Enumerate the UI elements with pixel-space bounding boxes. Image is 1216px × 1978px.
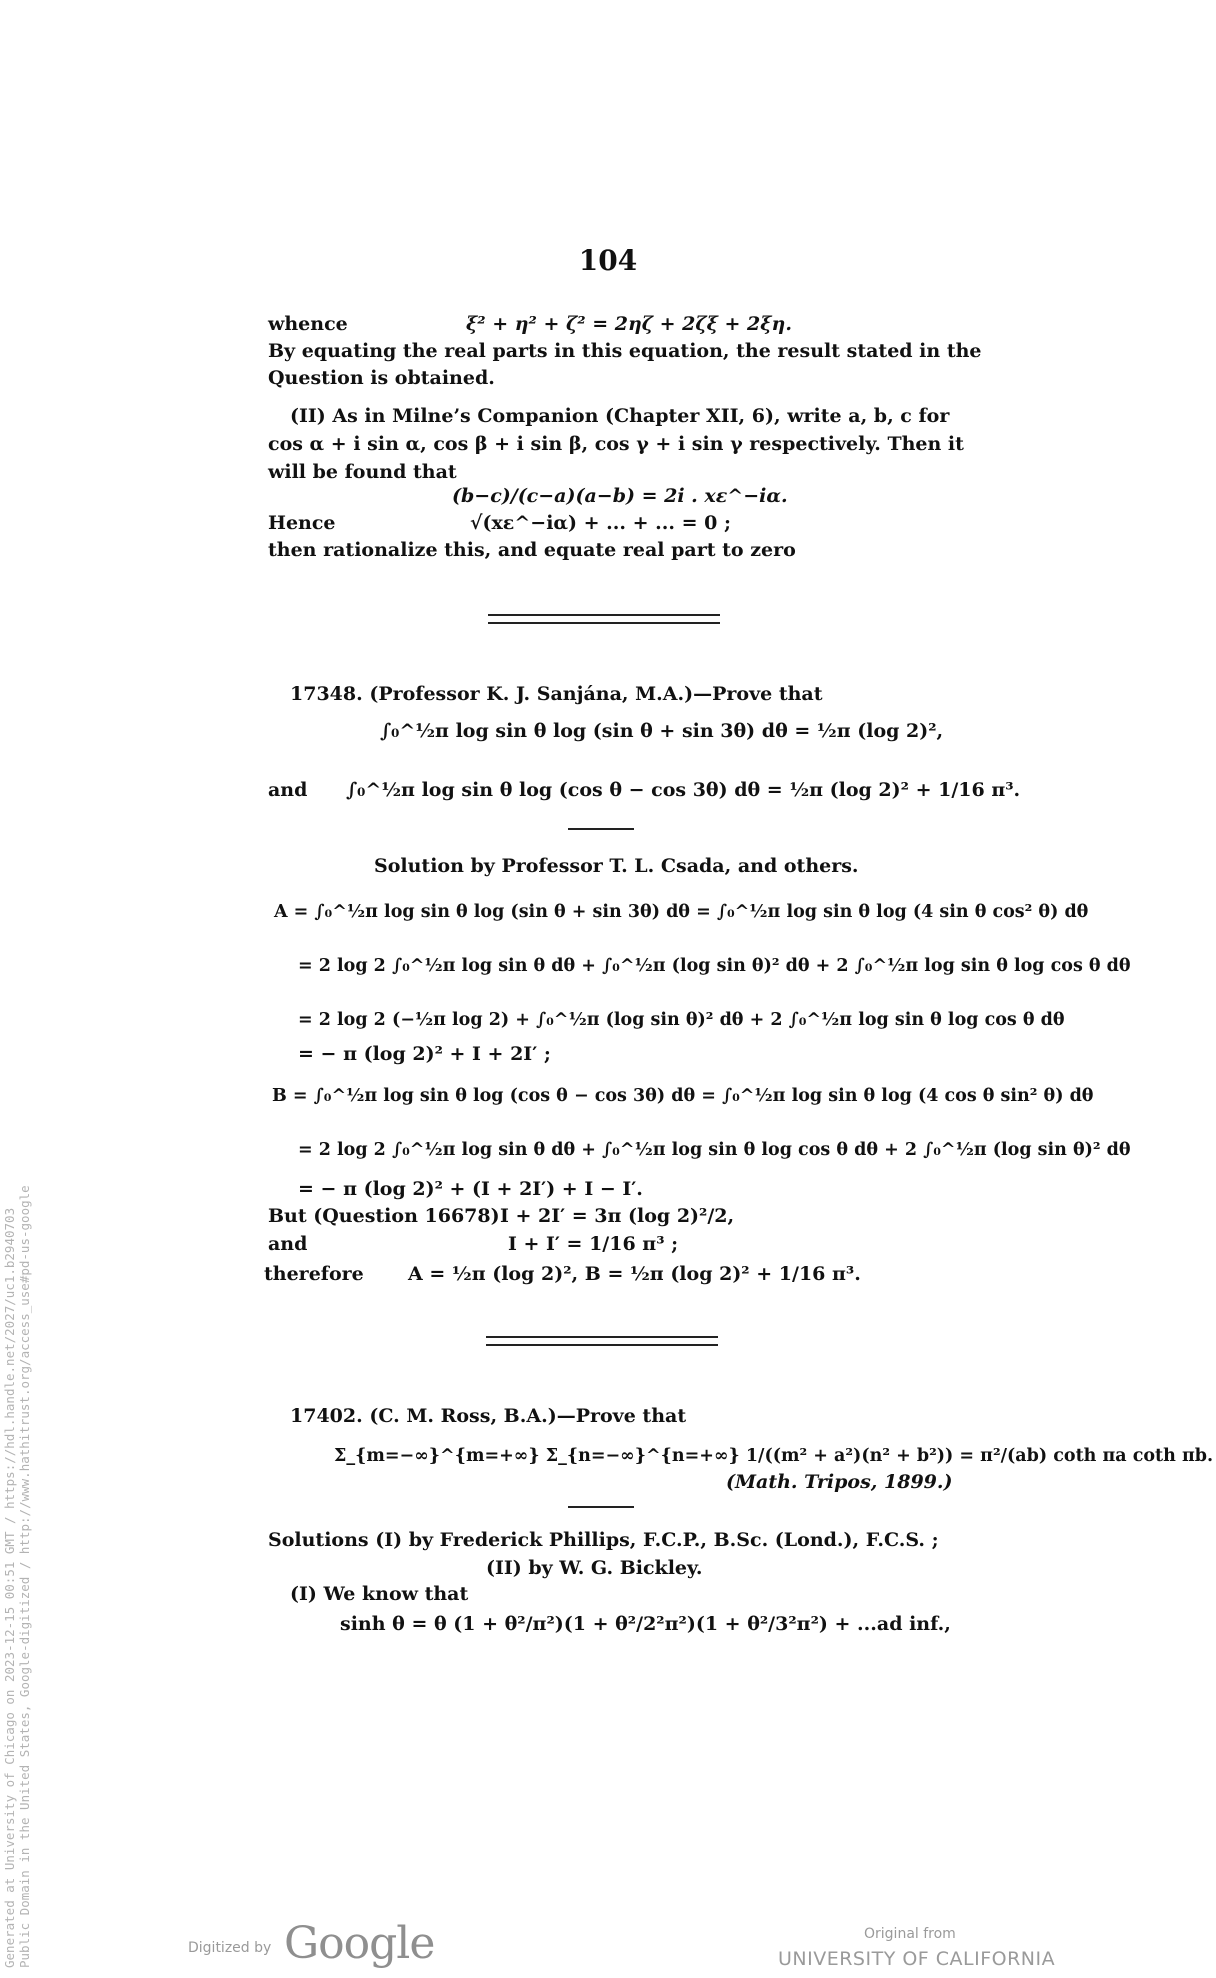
watermark-line: Generated at University of Chicago on 2023-12-15 00:51 GMT / https://hdl.handle.net/2027/uc1.b2940703 [2, 1207, 17, 1968]
text-line: will be found that [268, 461, 457, 483]
access-watermark [2, 968, 32, 1968]
solution-credit: (II) by W. G. Bickley. [486, 1557, 703, 1579]
equation: A = ½π (log 2)², B = ½π (log 2)² + 1/16 π³. [408, 1263, 861, 1285]
equation: I + I′ = 1/16 π³ ; [508, 1233, 679, 1255]
equation: √(xε^−iα) + ... + ... = 0 ; [470, 512, 732, 534]
watermark-line: Public Domain in the United States, Google-digitized / http://www.hathitrust.org/access_use#pd-us-google [17, 1185, 32, 1968]
text-line: and [268, 779, 308, 801]
section-divider [486, 1336, 718, 1346]
text-line: (II) As in Milne’s Companion (Chapter XII, 6), write a, b, c for [290, 405, 950, 427]
text-line: (I) We know that [290, 1583, 469, 1605]
university-label: UNIVERSITY OF CALIFORNIA [778, 1948, 1056, 1970]
equation: = − π (log 2)² + (I + 2I′) + I − I′. [298, 1178, 643, 1200]
equation: = 2 log 2 ∫₀^½π log sin θ dθ + ∫₀^½π (log sin θ)² dθ + 2 ∫₀^½π log sin θ log cos θ dθ [298, 956, 1131, 976]
original-from-label: Original from [864, 1926, 956, 1942]
equation: sinh θ = θ (1 + θ²/π²)(1 + θ²/2²π²)(1 + θ²/3²π²) + ...ad inf., [340, 1613, 951, 1635]
digitized-by-label: Digitized by [188, 1940, 272, 1956]
question-header: 17402. (C. M. Ross, B.A.)—Prove that [290, 1405, 687, 1427]
equation: A = ∫₀^½π log sin θ log (sin θ + sin 3θ) dθ = ∫₀^½π log sin θ log (4 sin θ cos² θ) dθ [274, 902, 1089, 922]
equation: ∫₀^½π log sin θ log (sin θ + sin 3θ) dθ = ½π (log 2)², [380, 720, 944, 742]
text-line: whence [268, 313, 348, 335]
short-rule [568, 1506, 634, 1508]
equation: ξ² + η² + ζ² = 2ηζ + 2ζξ + 2ξη. [466, 313, 792, 335]
text-line: Question is obtained. [268, 367, 495, 389]
equation: Σ_{m=−∞}^{m=+∞} Σ_{n=−∞}^{n=+∞} 1/((m² + a²)(n² + b²)) = π²/(ab) coth πa coth πb. [334, 1446, 1214, 1466]
text-line: Hence [268, 512, 336, 534]
text-line: By equating the real parts in this equation, the result stated in the [268, 340, 982, 362]
page-number: 104 [578, 244, 638, 277]
equation: (b−c)/(c−a)(a−b) = 2i . xε^−iα. [452, 485, 788, 507]
text-line: therefore [264, 1263, 364, 1285]
text-line: then rationalize this, and equate real part to zero [268, 539, 796, 561]
equation: ∫₀^½π log sin θ log (cos θ − cos 3θ) dθ = ½π (log 2)² + 1/16 π³. [346, 779, 1021, 801]
question-header: 17348. (Professor K. J. Sanjána, M.A.)—Prove that [290, 683, 823, 705]
equation: = − π (log 2)² + I + 2I′ ; [298, 1043, 551, 1065]
solution-credit: Solutions (I) by Frederick Phillips, F.C.P., B.Sc. (Lond.), F.C.S. ; [268, 1529, 939, 1551]
equation: = 2 log 2 ∫₀^½π log sin θ dθ + ∫₀^½π log sin θ log cos θ dθ + 2 ∫₀^½π (log sin θ)² dθ [298, 1140, 1131, 1160]
solution-credit: Solution by Professor T. L. Csada, and others. [374, 855, 859, 877]
equation: B = ∫₀^½π log sin θ log (cos θ − cos 3θ) dθ = ∫₀^½π log sin θ log (4 cos θ sin² θ) dθ [272, 1086, 1094, 1106]
text-line: cos α + i sin α, cos β + i sin β, cos γ + i sin γ respectively. Then it [268, 433, 964, 455]
text-line: and [268, 1233, 308, 1255]
short-rule [568, 828, 634, 830]
text-line: But (Question 16678) [268, 1205, 500, 1227]
google-logo: Google [284, 1918, 435, 1969]
citation: (Math. Tripos, 1899.) [726, 1471, 953, 1493]
equation: = 2 log 2 (−½π log 2) + ∫₀^½π (log sin θ)² dθ + 2 ∫₀^½π log sin θ log cos θ dθ [298, 1010, 1065, 1030]
equation: I + 2I′ = 3π (log 2)²/2, [500, 1205, 735, 1227]
section-divider [488, 614, 720, 624]
